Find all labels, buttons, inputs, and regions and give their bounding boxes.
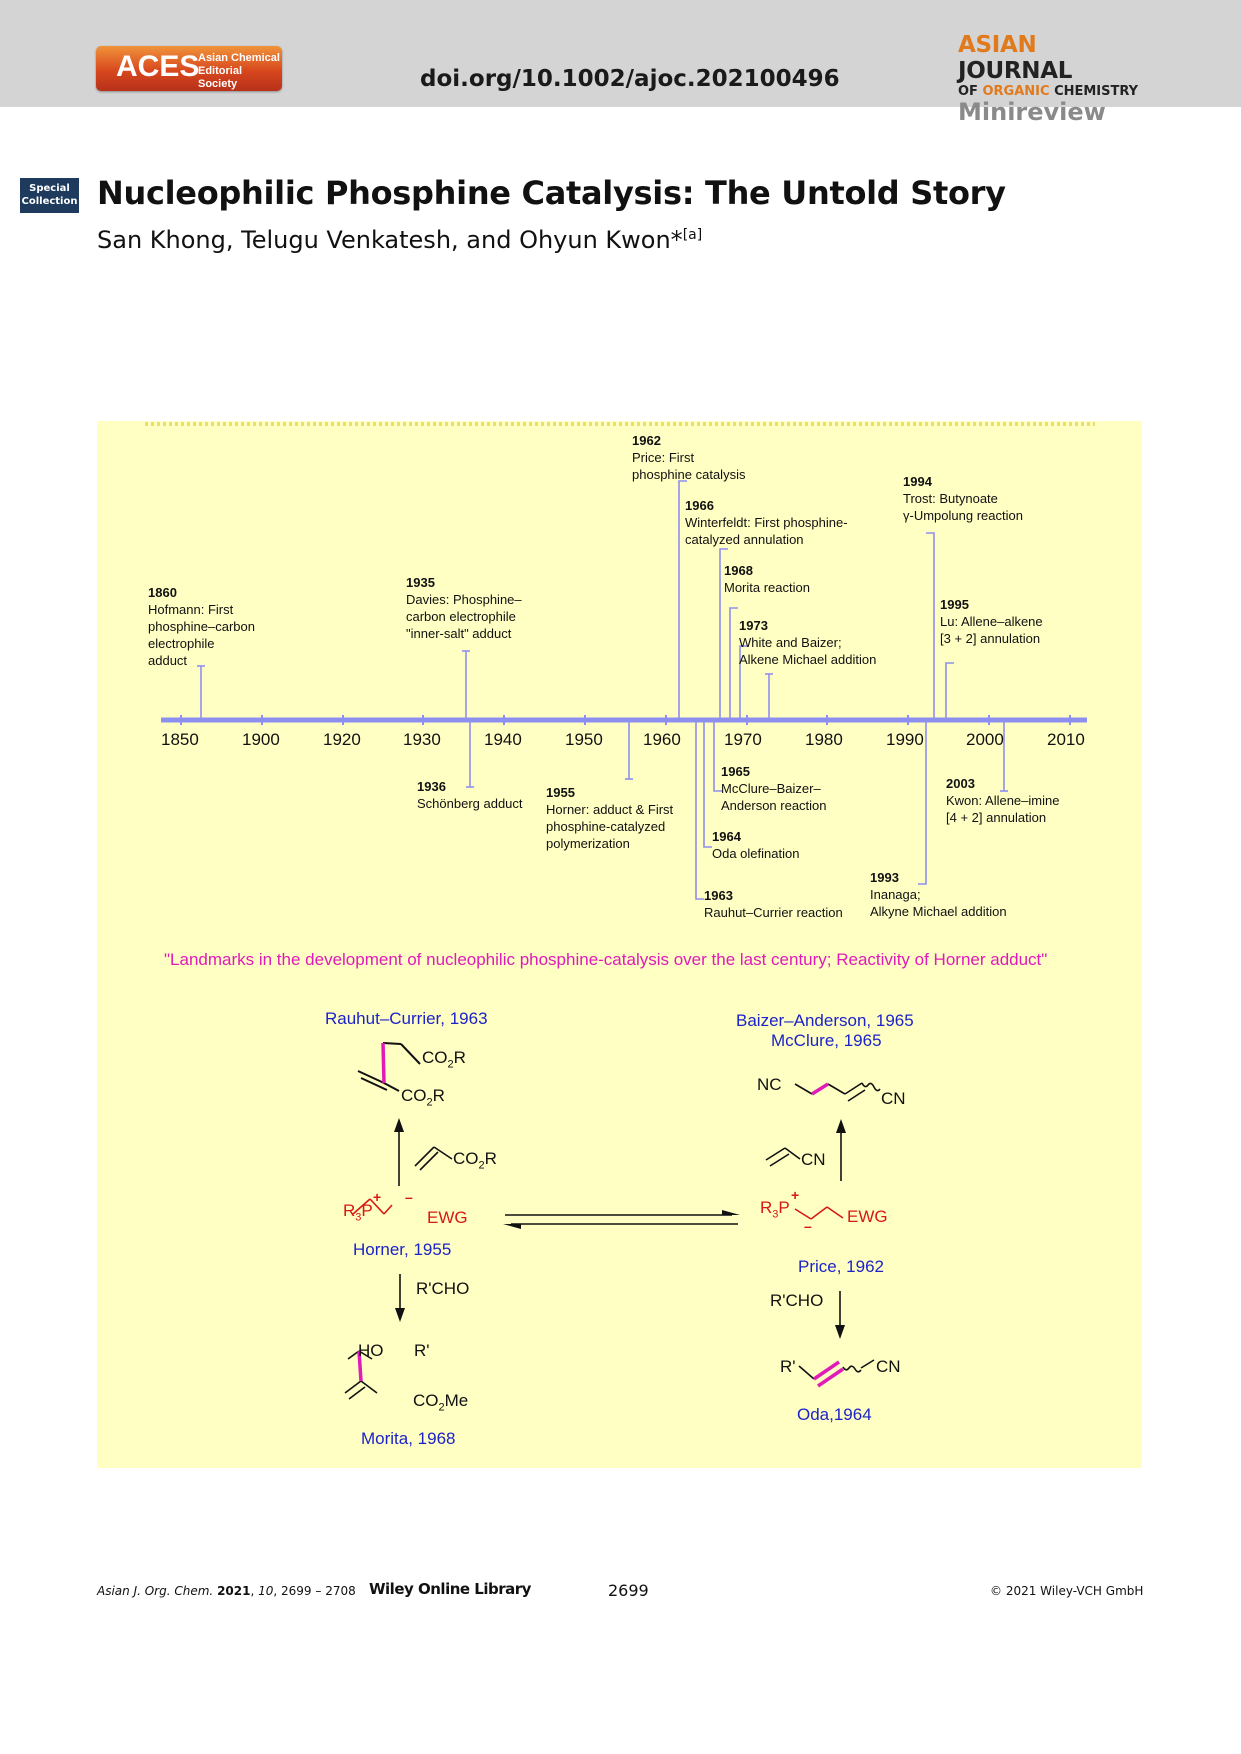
- journal-asian: ASIAN: [958, 32, 1037, 58]
- footer-copyright: © 2021 Wiley-VCH GmbH: [990, 1584, 1144, 1598]
- article-authors: [97, 226, 702, 254]
- event-year: 2003: [946, 776, 975, 791]
- equilibrium-reverse-head: [503, 1224, 521, 1229]
- event-year: 1955: [546, 785, 575, 800]
- event-text: Horner: adduct & First: [546, 802, 674, 817]
- timeline-figure: [97, 421, 1142, 1468]
- oda-new-bond-a: [814, 1362, 839, 1379]
- acrylonitrile-structure: [766, 1148, 800, 1166]
- label-horner: Horner, 1955: [353, 1240, 452, 1259]
- figure-graphics: [97, 421, 1142, 1468]
- chem-text: R: [453, 1048, 466, 1067]
- horner-ewg: EWG: [427, 1208, 468, 1227]
- tick-label: 1950: [565, 730, 603, 749]
- tick-label: 1980: [805, 730, 843, 749]
- arrow-up-right-head: [836, 1119, 846, 1133]
- chem-text: P: [361, 1201, 373, 1220]
- chem-text: R: [760, 1198, 773, 1217]
- wiley-online-library-link[interactable]: Wiley Online Library: [369, 1580, 531, 1598]
- horner-plus: +: [373, 1189, 382, 1205]
- event-text: Schönberg adduct: [417, 796, 523, 811]
- chem-text: CO: [413, 1391, 439, 1410]
- price-minus: –: [804, 1218, 812, 1234]
- event-1973: [739, 617, 876, 668]
- event-text: Alkyne Michael addition: [870, 904, 1007, 919]
- chem-text: R: [343, 1201, 356, 1220]
- event-1994: [903, 473, 1023, 524]
- event-text: Trost: Butynoate: [903, 491, 998, 506]
- tick-label: 2010: [1047, 730, 1085, 749]
- event-year: 1964: [712, 829, 741, 844]
- arrow-up-left-head: [394, 1118, 404, 1132]
- event-1935: [406, 574, 522, 642]
- footer-pages: , 2699 – 2708: [273, 1584, 356, 1598]
- event-text: Rauhut–Currier reaction: [704, 905, 843, 920]
- event-text: Davies: Phosphine–: [406, 592, 522, 607]
- tick-label: 1920: [323, 730, 361, 749]
- rc-bottom-ester: [401, 1086, 445, 1108]
- rauhut-currier-structure: [358, 1043, 420, 1091]
- chem-text: P: [778, 1198, 790, 1217]
- footer-volume: 10: [258, 1584, 274, 1598]
- label-rauhut-currier: Rauhut–Currier, 1963: [325, 1009, 488, 1028]
- author-names: San Khong, Telugu Venkatesh, and Ohyun Kwon*: [97, 226, 683, 254]
- arrow-down-right-head: [835, 1325, 845, 1339]
- event-1993: [870, 869, 1007, 920]
- event-1962: [632, 432, 745, 483]
- event-text: phosphine-catalyzed: [546, 819, 666, 834]
- chem-text: CO: [422, 1048, 448, 1067]
- label-mcclure: McClure, 1965: [771, 1031, 882, 1050]
- tick-label: 1970: [724, 730, 762, 749]
- chem-sub: 3: [355, 1211, 362, 1224]
- event-text: phosphine catalysis: [632, 467, 746, 482]
- tick-label: 2000: [966, 730, 1004, 749]
- chem-sub: 2: [447, 1058, 454, 1071]
- tick-label: 1930: [403, 730, 441, 749]
- label-baizer-anderson: Baizer–Anderson, 1965: [736, 1011, 914, 1030]
- rauhut-new-bond: [383, 1043, 384, 1083]
- morita-ester: [413, 1391, 468, 1413]
- chem-sub: 2: [438, 1401, 445, 1414]
- price-adduct-structure: [795, 1207, 843, 1219]
- chem-text: CO: [453, 1149, 479, 1168]
- event-year: 1966: [685, 498, 714, 513]
- event-text: McClure–Baizer–: [721, 781, 821, 796]
- event-text: Inanaga;: [870, 887, 921, 902]
- journal-chemistry: CHEMISTRY: [1054, 84, 1139, 99]
- event-text: [3 + 2] annulation: [940, 631, 1041, 646]
- event-text: phosphine–carbon: [148, 619, 255, 634]
- page-header: [0, 0, 1241, 126]
- equilibrium-forward-head: [722, 1210, 740, 1215]
- chem-sub: 3: [772, 1208, 779, 1221]
- event-year: 1994: [903, 474, 932, 489]
- event-1936: [417, 778, 523, 812]
- event-year: 1965: [721, 764, 750, 779]
- event-year: 1993: [870, 870, 899, 885]
- aces-logo-text: ACES: [116, 50, 200, 83]
- figure-caption: "Landmarks in the development of nucleophilic phosphine-catalysis over the last century; Reactivity of Horner adduct": [164, 950, 1048, 969]
- oda-rprime: R': [780, 1357, 796, 1376]
- event-text: γ-Umpolung reaction: [903, 508, 1023, 523]
- event-1860: [148, 584, 255, 669]
- journal-logo: [958, 32, 1144, 124]
- horner-phosphonium: [343, 1201, 373, 1223]
- tick-label: 1990: [886, 730, 924, 749]
- badge-line1: Special: [29, 183, 70, 194]
- event-text: Morita reaction: [724, 580, 810, 595]
- rc-top-ester: [422, 1048, 466, 1070]
- event-text: Alkene Michael addition: [739, 652, 877, 667]
- event-year: 1963: [704, 888, 733, 903]
- acrylate-structure: [415, 1147, 452, 1170]
- event-1995: [940, 596, 1043, 647]
- event-text: Price: First: [632, 450, 695, 465]
- event-1963: [704, 887, 843, 921]
- event-text: Anderson reaction: [721, 798, 827, 813]
- event-text: carbon electrophile: [406, 609, 516, 624]
- event-text: Winterfeldt: First phosphine-: [685, 515, 848, 530]
- event-text: [4 + 2] annulation: [946, 810, 1047, 825]
- acrylonitrile-cn: CN: [801, 1150, 826, 1169]
- event-2003: [946, 775, 1059, 826]
- tick-label: 1960: [643, 730, 681, 749]
- journal-journal: JOURNAL: [958, 58, 1073, 84]
- event-1966: [685, 497, 848, 548]
- event-year: 1860: [148, 585, 177, 600]
- oda-new-bond-b: [818, 1369, 843, 1386]
- event-1955: [546, 784, 673, 852]
- footer-journal: Asian J. Org. Chem.: [97, 1584, 214, 1598]
- affiliation-mark[interactable]: [a]: [682, 227, 703, 243]
- event-year: 1935: [406, 575, 435, 590]
- event-year: 1936: [417, 779, 446, 794]
- rcho-left: R'CHO: [416, 1279, 470, 1298]
- price-phosphonium: [760, 1198, 790, 1220]
- morita-ho: HO: [358, 1341, 384, 1360]
- event-text: Kwon: Allene–imine: [946, 793, 1060, 808]
- event-text: adduct: [148, 653, 188, 668]
- tick-label: 1940: [484, 730, 522, 749]
- acrylate-ester: [453, 1149, 497, 1171]
- special-collection-badge[interactable]: [20, 178, 79, 213]
- chem-sub: 2: [478, 1159, 485, 1172]
- article-type: Minireview: [958, 98, 1106, 126]
- journal-organic: ORGANIC: [982, 84, 1050, 99]
- event-text: "inner-salt" adduct: [406, 626, 512, 641]
- label-price: Price, 1962: [798, 1257, 884, 1276]
- aces-logo[interactable]: [96, 46, 282, 91]
- footer-citation: Asian J. Org. Chem. 2021, 10, 2699 – 2708: [97, 1584, 356, 1598]
- chem-text: R: [484, 1149, 497, 1168]
- rcho-right: R'CHO: [770, 1291, 824, 1310]
- baizer-mcclure-structure: [795, 1083, 880, 1101]
- oda-cn: CN: [876, 1357, 901, 1376]
- event-year: 1995: [940, 597, 969, 612]
- price-plus: +: [791, 1187, 800, 1203]
- event-text: electrophile: [148, 636, 215, 651]
- label-morita: Morita, 1968: [361, 1429, 456, 1448]
- event-text: Hofmann: First: [148, 602, 234, 617]
- baizer-nc: NC: [757, 1075, 782, 1094]
- badge-line2: Collection: [21, 196, 78, 207]
- event-1965: [721, 763, 827, 814]
- article-title: Nucleophilic Phosphine Catalysis: The Untold Story: [97, 174, 1006, 212]
- event-text: catalyzed annulation: [685, 532, 804, 547]
- event-1964: [712, 828, 799, 862]
- chem-text: Me: [444, 1391, 469, 1410]
- journal-of: OF: [958, 84, 978, 99]
- baizer-new-bond: [812, 1084, 828, 1094]
- doi-link[interactable]: doi.org/10.1002/ajoc.202100496: [420, 66, 840, 92]
- morita-rprime: R': [414, 1341, 430, 1360]
- chem-sub: 2: [426, 1096, 433, 1109]
- horner-minus: –: [405, 1189, 413, 1205]
- price-ewg: EWG: [847, 1207, 888, 1226]
- event-year: 1973: [739, 618, 768, 633]
- tick-label: 1900: [242, 730, 280, 749]
- event-1968: [724, 562, 810, 596]
- event-year: 1968: [724, 563, 753, 578]
- chem-text: CO: [401, 1086, 427, 1105]
- event-text: polymerization: [546, 836, 630, 851]
- tick-label: 1850: [161, 730, 199, 749]
- chem-text: R: [432, 1086, 445, 1105]
- event-text: White and Baizer;: [739, 635, 842, 650]
- label-oda: Oda,1964: [797, 1405, 872, 1424]
- event-year: 1962: [632, 433, 661, 448]
- event-text: Oda olefination: [712, 846, 800, 861]
- footer-year: 2021: [217, 1584, 251, 1598]
- arrow-down-left-head: [395, 1308, 405, 1322]
- aces-logo-subtitle: Asian Chemical Editorial Society: [198, 52, 280, 90]
- baizer-cn: CN: [881, 1089, 906, 1108]
- event-text: Lu: Allene–alkene: [940, 614, 1043, 629]
- page-number: 2699: [608, 1581, 649, 1600]
